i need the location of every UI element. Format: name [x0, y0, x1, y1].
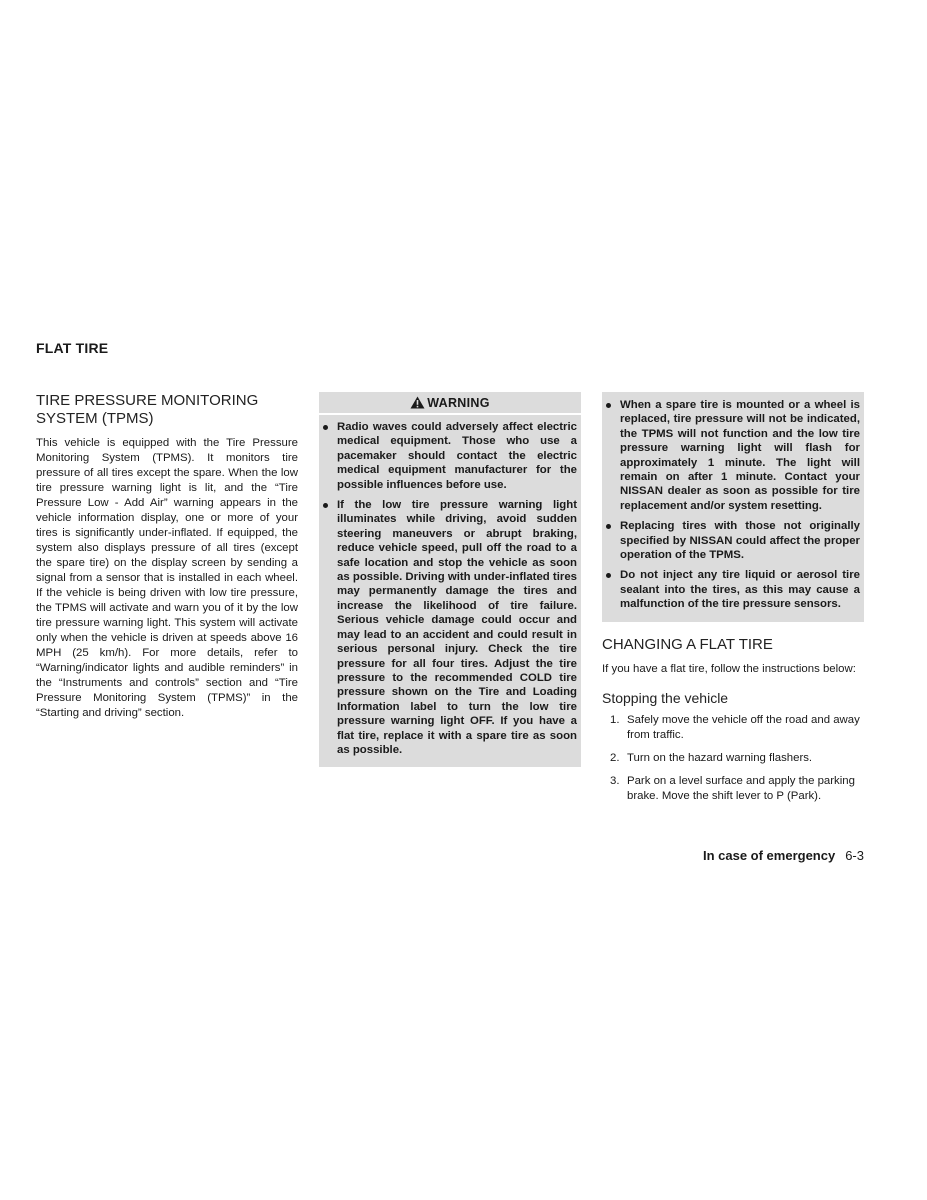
- warning-title: WARNING: [427, 396, 490, 410]
- page-number: 6-3: [845, 848, 864, 863]
- warning-box-continued: [602, 392, 864, 622]
- warning-box: [319, 392, 581, 767]
- tpms-heading: [36, 392, 298, 428]
- steps-list: [602, 713, 864, 804]
- page-footer: [703, 848, 864, 863]
- step-item: [602, 713, 864, 743]
- tpms-heading-line2: SYSTEM (TPMS): [36, 410, 154, 427]
- step-text: Turn on the hazard warning flashers.: [627, 751, 813, 764]
- stopping-subheading: Stopping the vehicle: [602, 689, 729, 706]
- warning-item: If the low tire pressure warning light illuminates while driving, avoid sudden steering maneuvers or abrupt braking, reduce vehicle speed, pull off the road to a safe location and stop the vehicle as soon as possible. Driving with under-inflated tires may permanently damage the tires and increase the likelihood of tire failure. Serious vehicle damage could occur and may lead to an accident and could result in serious personal injury. Check the tire pressure for all four tires. Adjust the tire pressure to the recommended COLD tire pressure shown on the Tire and Loading Information label to turn the low tire pressure warning light OFF. If you have a flat tire, replace it with a spare tire as soon as possible.: [319, 498, 577, 757]
- column-changing: [602, 392, 864, 812]
- step-number: 2.: [610, 751, 620, 764]
- changing-intro: If you have a flat tire, follow the instructions below:: [602, 662, 856, 675]
- warning-list: [319, 415, 581, 766]
- warning-header: [319, 392, 581, 415]
- chapter-name: In case of emergency: [702, 848, 836, 863]
- tpms-body: This vehicle is equipped with the Tire Pressure Monitoring System (TPMS). It monitors tire pressure of all tires except the spare. When the low tire pressure warning light is lit, and the “Tire Pressure Low - Add Air” warning appears in the vehicle information display, one or more of your tires is significantly under-inflated. If equipped, the system also displays pressure of all tires (except the spare tire) on the display screen by sending a signal from a sensor that is installed in each wheel. If the vehicle is being driven with low tire pressure, the TPMS will activate and warn you of it by the low tire pressure warning light. This system will activate only when the vehicle is driven at speeds above 16 MPH (25 km/h). For more details, refer to “Warning/indicator lights and audible reminders” in the “Instruments and controls” section and “Tire Pressure Monitoring System (TPMS)” in the “Starting and driving” section.: [36, 437, 298, 719]
- section-title: FLAT TIRE: [36, 340, 109, 356]
- warning-list-continued: [602, 396, 864, 621]
- step-text: Safely move the vehicle off the road and away from traffic.: [627, 713, 860, 741]
- warning-item: Replacing tires with those not originally specified by NISSAN could affect the proper operation of the TPMS.: [602, 519, 860, 562]
- warning-item: Radio waves could adversely affect electric medical equipment. Those who use a pacemaker should contact the electric medical equipment manufacturer for the possible influences before use.: [319, 420, 577, 492]
- step-number: 1.: [610, 713, 620, 726]
- tpms-heading-line1: TIRE PRESSURE MONITORING: [36, 392, 259, 409]
- step-number: 3.: [610, 774, 620, 787]
- column-warning: [319, 392, 581, 767]
- column-tpms: [36, 392, 298, 721]
- warning-triangle-icon: [410, 396, 425, 409]
- step-item: [602, 751, 864, 766]
- warning-item: Do not inject any tire liquid or aerosol tire sealant into the tires, as this may cause a malfunction of the tire pressure sensors.: [602, 568, 860, 611]
- step-text: Park on a level surface and apply the parking brake. Move the shift lever to P (Park).: [627, 774, 855, 802]
- step-item: [602, 774, 864, 804]
- changing-heading: CHANGING A FLAT TIRE: [602, 635, 773, 653]
- warning-item: When a spare tire is mounted or a wheel is replaced, tire pressure will not be indicated, the TPMS will not function and the low tire pressure warning light will flash for approximately 1 minute. The light will remain on after 1 minute. Contact your NISSAN dealer as soon as possible for tire replacement and/or system resetting.: [602, 398, 860, 513]
